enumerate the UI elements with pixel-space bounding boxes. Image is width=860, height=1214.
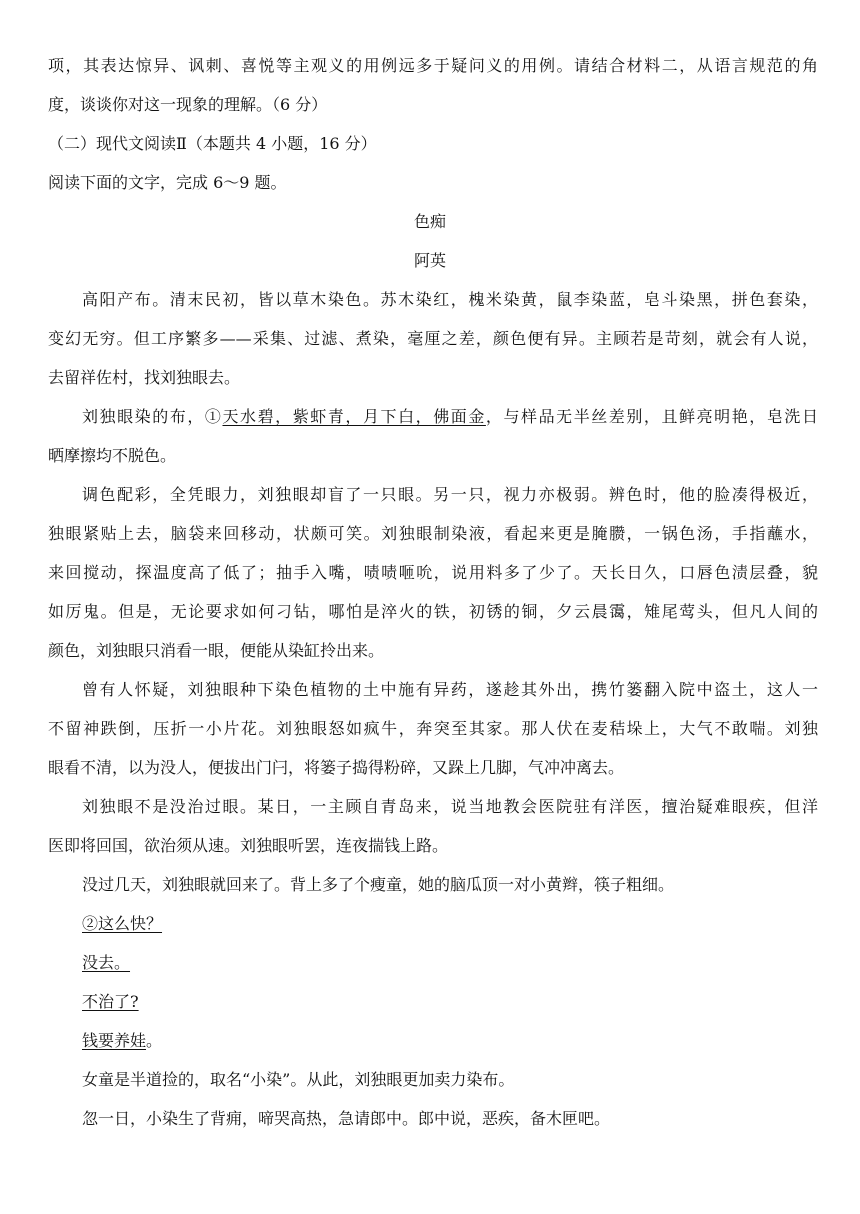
p3-line-3: 来回搅动，探温度高了低了；抽手入嘴，啧啧咂吮，说用料多了少了。天长日久，口唇色渍层叠，貌 <box>48 563 818 582</box>
p5-line-2: 医即将回国，欲治须从速。刘独眼听罢，连夜揣钱上路。 <box>48 836 449 855</box>
p2-post: ，与样品无半丝差别，且鲜亮明艳，皂洗日 <box>485 407 818 426</box>
p2-line-2: 晒摩擦均不脱色。 <box>48 446 177 465</box>
question-tail-line-2: 度，谈谈你对这一现象的理解。（6 分） <box>48 95 328 114</box>
p3-line-2: 独眼紧贴上去，脑袋来回移动，状颇可笑。刘独眼制染液，看起来更是腌臜，一锅色汤，手指蘸水， <box>48 524 818 543</box>
reading-instruction: 阅读下面的文字，完成 6～9 题。 <box>48 173 287 192</box>
p4-line-3: 眼看不清，以为没人，便拔出门闩，将篓子捣得粉碎，又跺上几脚，气冲冲离去。 <box>48 758 625 777</box>
dialogue-1-text: 这么快？ <box>98 914 163 933</box>
p1-line-2: 变幻无穷。但工序繁多——采集、过滤、煮染，毫厘之差，颜色便有异。主顾若是苛刻，就会有人说， <box>48 329 818 348</box>
p4-line-1: 曾有人怀疑，刘独眼种下染色植物的土中施有异药，遂趁其外出，携竹篓翻入院中盗土，这人一 <box>82 680 818 699</box>
p3-line-5: 颜色，刘独眼只消看一眼，便能从染缸拎出来。 <box>48 641 385 660</box>
story-title: 色痴 <box>413 212 446 231</box>
section-heading: （二）现代文阅读Ⅱ（本题共 4 小题，16 分） <box>48 134 377 153</box>
p2-pre: 刘独眼染的布，① <box>82 407 223 426</box>
question-tail-line-1: 项，其表达惊异、讽刺、喜悦等主观义的用例远多于疑问义的用例。请结合材料二，从语言规范的角 <box>48 56 818 75</box>
story-author: 阿英 <box>413 251 446 270</box>
p1-line-3: 去留祥佐村，找刘独眼去。 <box>48 368 241 387</box>
p3-line-1: 调色配彩，全凭眼力，刘独眼却盲了一只眼。另一只，视力亦极弱。辨色时，他的脸凑得极近， <box>82 485 818 504</box>
p8-line: 忽一日，小染生了背痈，啼哭高热，急请郎中。郎中说，恶疾，备木匣吧。 <box>82 1109 611 1128</box>
p6-line: 没过几天，刘独眼就回来了。背上多了个瘦童，她的脑瓜顶一对小黄辫，筷子粗细。 <box>82 875 675 894</box>
dialogue-4-end: 。 <box>146 1031 163 1050</box>
dialogue-4-text: 钱要养娃 <box>82 1031 147 1050</box>
p5-line-1: 刘独眼不是没治过眼。某日，一主顾自青岛来，说当地教会医院驻有洋医，擅治疑难眼疾，但洋 <box>82 797 818 816</box>
dialogue-1-marker: ② <box>82 914 99 933</box>
p3-line-4: 如厉鬼。但是，无论要求如何刁钻，哪怕是淬火的铁，初锈的铜，夕云晨霭，雉尾莺头，但凡人间的 <box>48 602 818 621</box>
dialogue-2 <box>82 953 818 973</box>
p1-line-1: 高阳产布。清末民初，皆以草木染色。苏木染红，槐米染黄，鼠李染蓝，皂斗染黑，拼色套染， <box>82 290 818 309</box>
p2-line-1 <box>82 407 818 427</box>
dialogue-2-text: 没去。 <box>82 953 131 972</box>
dialogue-3 <box>82 992 818 1012</box>
dialogue-3-text: 不治了? <box>82 992 139 1011</box>
color-names-underlined: 天水碧，紫虾青，月下白，佛面金 <box>222 407 486 426</box>
p4-line-2: 不留神跌倒，压折一小片花。刘独眼怒如疯牛，奔突至其家。那人伏在麦秸垛上，大气不敢喘。刘独 <box>48 719 818 738</box>
dialogue-1 <box>82 914 818 934</box>
p7-line: 女童是半道捡的，取名“小染”。从此，刘独眼更加卖力染布。 <box>82 1070 515 1089</box>
dialogue-4 <box>82 1031 818 1051</box>
